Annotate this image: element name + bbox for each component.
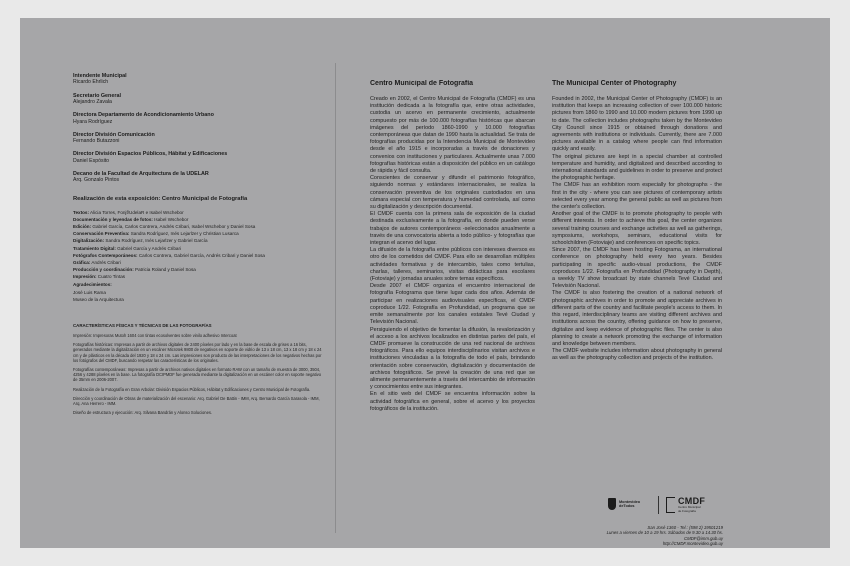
english-paragraph: Founded in 2002, the Municipal Center of Photography (CMDF) is an institution that keeps an increasing collection of over 100.000 historic pictures from 1860 to 1990 and 10.000 modern pictures from 1990 up to date. The collection includes photographs taken by the Montevideo City Council since 1915 or obtained through donations and agreements with institutions or individuals. Currently, there are 7.000 pictures available in a catalog where people can find information quickly and easily. <box>552 96 722 153</box>
spanish-paragraph: La difusión de la fotografía entre públicos con intereses diversos es otro de los cometidos del CMDF. Para ello se desarrollan múltiples actividades formativas y de intercambio, tales como tertulias, charlas, talleres, seminarios, visitas didácticas para escolares (Fotoviaje) y jornadas anuales sobre temas específicos. <box>370 247 535 283</box>
credit-name: Arq. Gonzalo Pintos <box>73 177 120 184</box>
team-value: Isabel Wschebor <box>152 216 189 222</box>
english-column <box>552 80 722 363</box>
team-line <box>73 266 323 273</box>
team-value: Sandra Rodríguez, Inés Lejarlzer y Christian Lusarca <box>129 231 239 237</box>
team-label: Gráfica: <box>73 260 91 266</box>
spanish-paragraph: Persiguiendo el objetivo de fomentar la difusión, la revalorización y el acceso a los archivos localizados en distintas partes del país, el CMDF promueve la construcción de una red nacional de archivos fotográficos. Para ello equipos interdisciplinarios visitan archivos e instituciones vinculadas a la fotografía de todo el país, brindando orientación sobre conservación, digitalización y documentación de archivos fotográficos. Se prevé la creación de una red que se alimente permanentemente a través del intercambio de información y conocimientos entre sus integrantes. <box>370 326 535 391</box>
technical-title: CARACTERÍSTICAS FÍSICAS Y TÉCNICAS DE LAS FOTOGRAFÍAS <box>73 322 212 328</box>
team-line <box>73 237 323 244</box>
spanish-paragraph: Desde 2007 el CMDF organiza el encuentro internacional de fotografía Fotograma que tiene lugar cada dos años. Además de participar en realizaciones audiovisuales específicas, el CMDF coproduce 1/22. Fotografía en Profundidad, un programa que se emite semanalmente por los canales estatales Tevé Ciudad y Televisión Nacional. <box>370 283 535 326</box>
team-list <box>73 209 323 288</box>
technical-paragraph: Fotografías contemporáneas: Impresas a partir de archivos nativos digitales en formato RAW con un tamaño de muestra de 3000, 3504, 4256 y 4288 píxeles en la base. La fotografía DCIPMDF fue generada mediante la digitalización en un escáner color en soporte negativo de 35mm en 2006-2007. <box>73 366 322 383</box>
english-paragraph: The CMDF website includes information about photography in general as well as the photography collection and projects of the institution. <box>552 348 722 362</box>
team-line <box>73 216 323 223</box>
credit-name: Daniel Espósito <box>73 157 110 164</box>
cmdf-bracket-icon <box>666 497 675 513</box>
realization-heading: Realización de esta exposición: Centro Municipal de Fotografía <box>73 195 248 202</box>
spanish-paragraph: En el sitio web del CMDF se encuentra información sobre la actividad fotográfica en general, sobre el acervo y los proyectos fotográficos de la institución. <box>370 391 535 412</box>
credit-entry <box>73 112 323 125</box>
cmdf-logo <box>666 497 705 513</box>
brochure-sheet <box>20 18 830 548</box>
team-label: Tratamiento Digital: <box>73 245 116 251</box>
acknowledgement-item: José Luis Rama <box>73 289 106 295</box>
team-value: Cuatro Tintas <box>96 274 126 280</box>
logo-separator <box>658 496 659 514</box>
technical-paragraph: Realización de la Fotografía en Gran Arbolar: División Espacios Públicos, Hábitat y Edificaciones y Centro Municipal de Fotografía. <box>73 386 311 392</box>
credit-name: Hyara Rodríguez <box>73 118 113 125</box>
credit-role: Secretario General <box>73 92 121 99</box>
team-line <box>73 209 323 216</box>
technical-paragraph: Dirección y coordinación de Obras de materialización del escenario: Arq. Gabriel De Battin - IMM, Arq. Bernardo García Sarasola - IMM, Arq. Ana Herrero - IMM. <box>73 395 320 406</box>
team-line <box>73 273 323 280</box>
acknowledgement-item: Museo de la Arquitectura <box>73 296 124 302</box>
english-paragraph: The CMDF is also fostering the creation of a national network of photographic archives in order to promote and appreciate archives in different parts of the country and facilitate people's access to them. In this regard, interdisciplinary teams are visiting different archives and institutions across the country, offering guidance on how to preserve, digitalize and keep evidence of photographic files. The center is also planning to create a network promoting the exchange of information and knowledge between members. <box>552 290 722 347</box>
team-label: Digitalización: <box>73 238 105 244</box>
credit-entry <box>73 73 323 86</box>
montevideo-logo <box>608 498 640 510</box>
team-value: Sandra Rodríguez, Inés Lejarlzer y Gabriel García <box>104 238 208 244</box>
credit-entry <box>73 93 323 106</box>
team-label: Impresión: <box>73 274 97 280</box>
technical-paragraph: Impresión: Impresoras Mutoh 1604 con tintas ecosolventes sobre vinilo adhesivo Intercoat <box>73 332 237 338</box>
team-label: Conservación Preventiva: <box>73 231 130 237</box>
credit-role: Intendente Municipal <box>73 73 127 79</box>
team-line <box>73 245 323 252</box>
cmdf-logo-text: CMDF <box>678 496 706 506</box>
team-value: Gabriel García, Carlos Contrera, Andrés Cribari, Isabel Wschebor y Daniel Sosa <box>91 224 256 230</box>
technical-paragraph: Fotografías históricas: Impresas a partir de archivos digitales de 2400 píxeles por lado y en la base de escala de grises a 16 bits, generados mediante la digitalización en un escáner Microtek 9800 de negativos en soporte de vidrio de 13 x 18 cm, 13 x 18 cm y 18 x 24 cm y de plásticos en la década del 1920 y 18 x 24 cm. Las impresiones son producto de las interpretaciones de los negativos hechas por los fotógrafos del CMDF, buscando respetar las características de los originales. <box>73 342 322 363</box>
contact-line: CMDF@imm.gub.uy <box>684 535 723 541</box>
team-value: Gabriel García y Andrés Cribari <box>115 245 181 251</box>
team-label: Textos: <box>73 209 89 215</box>
credit-role: Decano de la Facultad de Arquitectura de la UDELAR <box>73 171 209 178</box>
team-label: Fotógrafos Contemporáneos: <box>73 252 138 258</box>
english-paragraph: Another goal of the CMDF is to promote photography to people with different interests. In order to achieve this goal, the center organizes several training courses and exchange activities as well as gatherings, symposiums, workshops, seminars, educational visits for schoolchildren (Fotoviaje) and conferences on specific topics. <box>552 211 722 247</box>
cmdf-logo-sub2: de Fotografía <box>678 508 696 513</box>
spanish-title: Centro Municipal de Fotografía <box>370 80 474 87</box>
credit-name: Fernando Butazzoni <box>73 138 120 145</box>
team-line <box>73 259 323 266</box>
spanish-paragraph: El CMDF cuenta con la primera sala de exposición de la ciudad destinada exclusivamente a la fotografía, en donde pueden verse trabajos de autores contemporáneos -seleccionados anualmente a través de una convocatoria abierta a todo público- y fotografías que integran el acervo del lugar. <box>370 211 535 247</box>
acknowledgements-list <box>73 289 323 303</box>
team-value: Alicia Torres, Fonjf/UdelaR e Isabel Wschebor <box>89 209 184 215</box>
english-title: The Municipal Center of Photography <box>552 80 677 87</box>
spanish-paragraph: Creado en 2002, el Centro Municipal de Fotografía (CMDF) es una institución dedicada a la fotografía que, entre otras actividades, custodia un acervo en permanente crecimiento, actualmente compuesto por más de 100.000 fotografías históricas que abarcan imágenes del período 1860-1990 y 10.000 fotografías contemporáneas que datan de 1990 hasta la actualidad. Se trata de fotografías producidas por la Intendencia Municipal de Montevideo desde el año 1915 e incorporadas a través de donaciones y convenios con instituciones y particulares. Actualmente unas 7.000 fotografías históricas están a disposición del público en un catálogo de rápida y fácil consulta. <box>370 96 535 175</box>
english-paragraph: The original pictures are kept in a special chamber at controlled temperature and humidity, and digitalized and described according to international standards and guidelines in order to preserve and protect the photographic heritage. <box>552 153 722 182</box>
credit-name: Alejandro Zavala <box>73 99 112 106</box>
team-value: Carlos Contrera, Gabriel García, Andrés Cribari y Daniel Sosa <box>137 252 265 258</box>
spanish-body <box>370 96 535 413</box>
contact-block <box>580 525 723 546</box>
credit-entry <box>73 151 323 164</box>
credit-name: Ricardo Ehrlich <box>73 79 109 86</box>
technical-paragraph: Diseño de estructura y ejecución: Arq. Silvana Bandrán y Alonso Soluciones. <box>73 410 213 416</box>
team-line <box>73 223 323 230</box>
spanish-paragraph: Conscientes de conservar y difundir el patrimonio fotográfico, siguiendo normas y estándares internacionales, se realiza la conservación preventiva de los originales custodiados en una cámara especial con temperatura y humedad controlada, así como su digitalización y descripción documental. <box>370 175 535 211</box>
english-paragraph: Since 2007, the CMDF has been hosting Fotograma, an international conference on photography held every two years. Besides participating in specific audio-visual productions, the CMDF coproduces 1/22. Fotografía en Profundidad (Photography in Depth), a weekly TV show broadcast by state channels Tevé Ciudad and Televisión Nacional. <box>552 247 722 290</box>
team-label: Documentación y leyendas de fotos: <box>73 216 153 222</box>
column-divider <box>335 63 336 533</box>
montevideo-logo-line1: Montevideo <box>619 499 641 504</box>
montevideo-logo-line2: deTodos <box>619 504 635 508</box>
credits-column <box>73 73 323 419</box>
english-paragraph: The CMDF has an exhibition room especially for photographs - the first in the city - where you can see pictures of contemporary artists selected every year among the general public as well as pictures from the center's collection. <box>552 182 722 211</box>
technical-notes <box>73 333 323 415</box>
team-line <box>73 230 323 237</box>
contact-line: Lunes a viernes de 10 a 19 hrs. Sábados de 9.30 a 14.30 hs. <box>606 530 723 536</box>
team-label: Producción y coordinación: <box>73 267 134 273</box>
logo-block <box>608 496 728 518</box>
credit-entry <box>73 171 323 184</box>
credit-role: Directora Departamento de Acondicionamiento Urbano <box>73 112 214 119</box>
credit-entry <box>73 132 323 145</box>
credits-list <box>73 73 323 184</box>
team-label: Agradecimientos: <box>73 281 112 287</box>
credit-role: Director División Comunicación <box>73 131 155 138</box>
english-body <box>552 96 722 363</box>
team-label: Edición: <box>73 224 92 230</box>
spanish-column <box>370 80 535 413</box>
credit-role: Director División Espacios Públicos, Hábitat y Edificaciones <box>73 151 228 158</box>
cmdf-logo-sub1: Centro Municipal <box>678 505 701 509</box>
team-value: Patricia Roland y Daniel Sosa <box>133 267 196 273</box>
montevideo-shield-icon <box>608 498 616 510</box>
contact-line: http://CMDF.montevideo.gub.uy <box>662 540 723 546</box>
team-value: Andrés Cribari <box>90 260 121 266</box>
team-line <box>73 281 323 288</box>
team-line <box>73 252 323 259</box>
contact-line: San José 1360 - Tel.: (598 2) 19501219 <box>647 525 723 530</box>
